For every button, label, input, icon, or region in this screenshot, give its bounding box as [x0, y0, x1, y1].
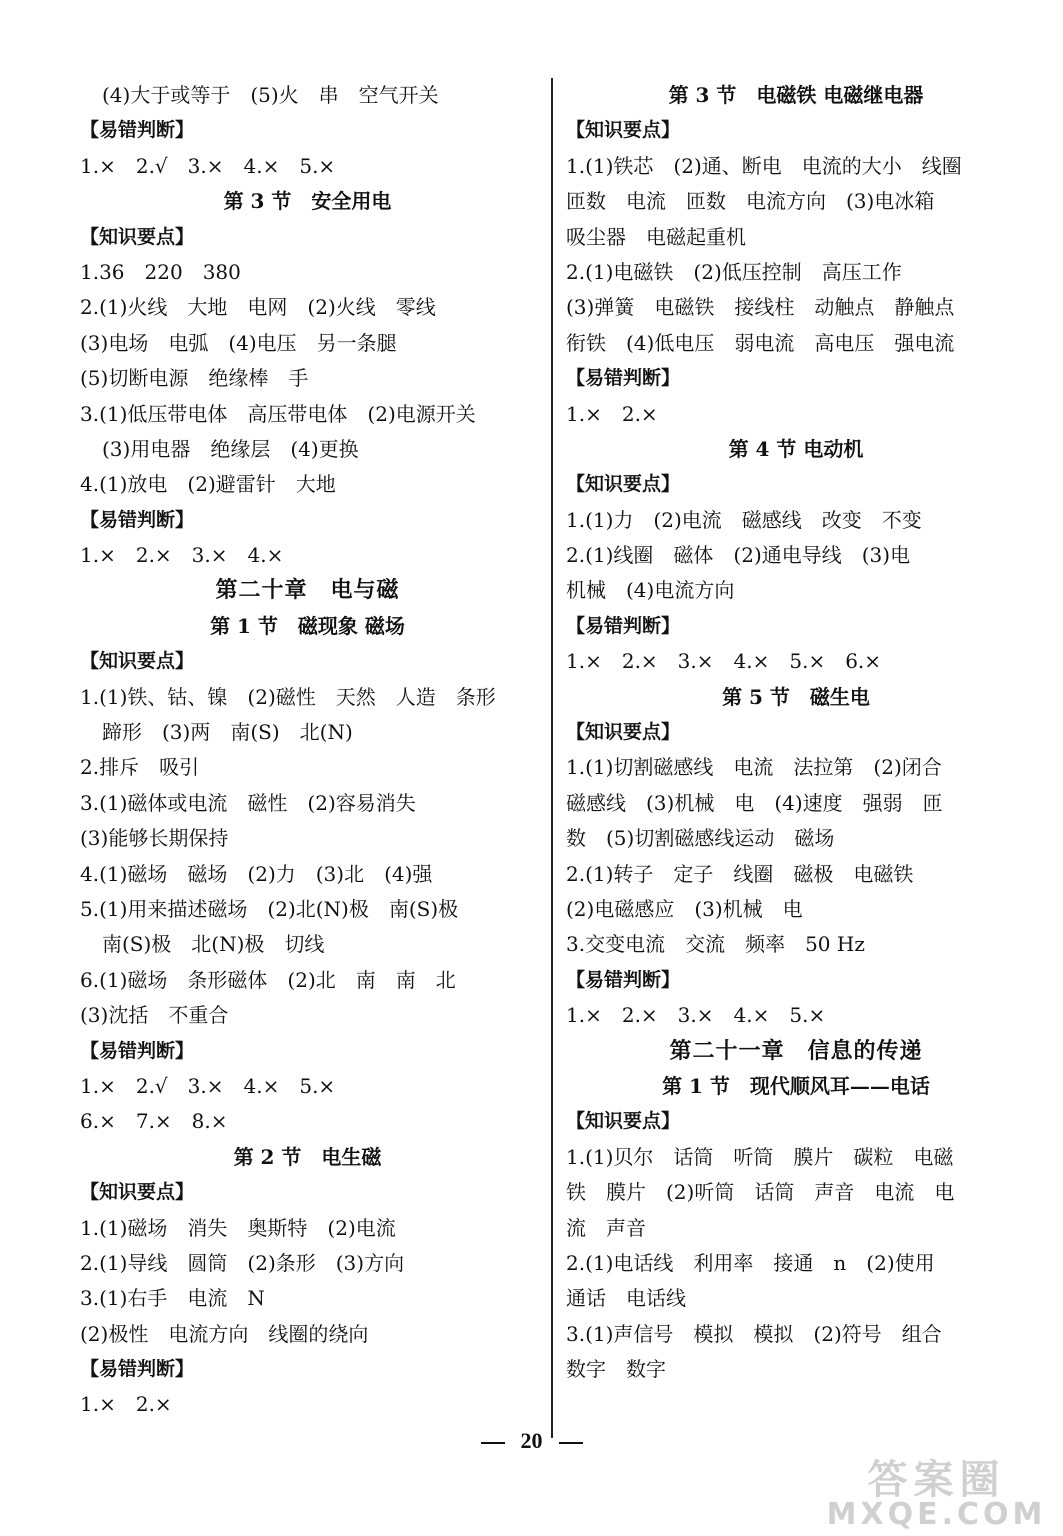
- answer-line: 1.(1)贝尔 话筒 听筒 膜片 碳粒 电磁: [566, 1144, 954, 1169]
- answer-line: 1.36 220 380: [80, 259, 241, 284]
- section-label: 【易错判断】: [80, 508, 195, 531]
- answer-line: 6.× 7.× 8.×: [80, 1109, 228, 1134]
- section-label: 【知识要点】: [80, 225, 195, 248]
- watermark-title: 答案圈: [867, 1457, 1006, 1503]
- answer-line: 1.× 2.×: [80, 1392, 172, 1417]
- section-label: 【知识要点】: [566, 1110, 681, 1133]
- chapter-heading: 第二十章 电与磁: [215, 577, 400, 604]
- chapter-heading: 第二十一章 信息的传递: [669, 1037, 923, 1064]
- section-label: 【知识要点】: [566, 473, 681, 496]
- answer-line: 1.× 2.√ 3.× 4.× 5.×: [80, 1073, 336, 1098]
- answer-line: 2.(1)火线 大地 电网 (2)火线 零线: [80, 295, 436, 320]
- section-heading: 第 1 节 现代顺风耳——电话: [662, 1073, 930, 1098]
- answer-line: 3.(1)声信号 模拟 模拟 (2)符号 组合: [566, 1321, 942, 1346]
- answer-line: 2.(1)电话线 利用率 接通 n (2)使用: [566, 1250, 935, 1275]
- page-number-dash-right: [559, 1442, 583, 1444]
- answer-line: (5)切断电源 绝缘棒 手: [80, 366, 309, 391]
- section-heading: 第 2 节 电生磁: [233, 1144, 382, 1169]
- section-heading: 第 5 节 磁生电: [722, 684, 870, 709]
- answer-line: 5.(1)用来描述磁场 (2)北(N)极 南(S)极: [80, 896, 459, 921]
- section-heading: 第 3 节 电磁铁 电磁继电器: [668, 83, 924, 107]
- answer-line: 铁 膜片 (2)听筒 话筒 声音 电流 电: [566, 1180, 955, 1205]
- answer-line: 4.(1)磁场 磁场 (2)力 (3)北 (4)强: [80, 861, 433, 886]
- answer-line: 1.× 2.× 3.× 4.× 5.× 6.×: [566, 649, 882, 674]
- answer-line: 3.(1)低压带电体 高压带电体 (2)电源开关: [80, 401, 476, 426]
- answer-line: 数字 数字: [566, 1357, 666, 1382]
- answer-line: 匝数 电流 匝数 电流方向 (3)电冰箱: [566, 189, 935, 214]
- answer-line: 2.(1)电磁铁 (2)低压控制 高压工作: [566, 259, 902, 284]
- answer-line: 3.(1)磁体或电流 磁性 (2)容易消失: [80, 790, 416, 815]
- answer-line: 4.(1)放电 (2)避雷针 大地: [80, 472, 336, 497]
- answer-line: (3)能够长期保持: [80, 826, 229, 851]
- section-label: 【易错判断】: [80, 1358, 195, 1381]
- answer-line: (3)用电器 绝缘层 (4)更换: [102, 436, 359, 461]
- answer-line: 衔铁 (4)低电压 弱电流 高电压 强电流: [566, 330, 955, 355]
- column-divider: [551, 78, 553, 1438]
- page-number: [0, 1428, 1063, 1454]
- left-column: [80, 78, 535, 1423]
- section-label: 【知识要点】: [80, 650, 195, 673]
- answer-line: 流 声音: [566, 1215, 646, 1240]
- section-label: 【知识要点】: [566, 119, 681, 142]
- answer-line: 1.(1)铁芯 (2)通、断电 电流的大小 线圈: [566, 153, 962, 178]
- answer-line: 通话 电话线: [566, 1286, 686, 1311]
- answer-line: (3)弹簧 电磁铁 接线柱 动触点 静触点: [566, 295, 955, 320]
- answer-line: 6.(1)磁场 条形磁体 (2)北 南 南 北: [80, 967, 456, 992]
- answer-line: 机械 (4)电流方向: [566, 578, 735, 603]
- section-label: 【易错判断】: [80, 119, 195, 142]
- answer-line: 数 (5)切割磁感线运动 磁场: [566, 826, 835, 851]
- answer-line: 1.(1)磁场 消失 奥斯特 (2)电流: [80, 1215, 396, 1240]
- answer-line: 2.(1)导线 圆筒 (2)条形 (3)方向: [80, 1250, 405, 1275]
- answer-line: (3)电场 电弧 (4)电压 另一条腿: [80, 330, 397, 355]
- answer-line: 1.× 2.√ 3.× 4.× 5.×: [80, 153, 336, 178]
- answer-line: (2)电磁感应 (3)机械 电: [566, 896, 803, 921]
- answer-line: 1.× 2.× 3.× 4.× 5.×: [566, 1003, 826, 1028]
- answer-line: 2.排斥 吸引: [80, 755, 200, 780]
- answer-line: 磁感线 (3)机械 电 (4)速度 强弱 匝: [566, 790, 943, 815]
- watermark-url: MXQE.COM: [826, 1497, 1047, 1532]
- answer-line: 吸尘器 电磁起重机: [566, 224, 746, 249]
- section-label: 【易错判断】: [80, 1039, 195, 1062]
- answer-line: 2.(1)转子 定子 线圈 磁极 电磁铁: [566, 861, 914, 886]
- answer-line: 蹄形 (3)两 南(S) 北(N): [102, 720, 353, 745]
- answer-line: (3)沈括 不重合: [80, 1003, 229, 1028]
- section-heading: 第 1 节 磁现象 磁场: [210, 613, 405, 638]
- section-label: 【易错判断】: [566, 614, 681, 637]
- answer-line: 1.(1)力 (2)电流 磁感线 改变 不变: [566, 507, 922, 532]
- answer-line: 南(S)极 北(N)极 切线: [102, 932, 325, 957]
- right-column: [566, 78, 1026, 1387]
- answer-line: 2.(1)线圈 磁体 (2)通电导线 (3)电: [566, 543, 911, 568]
- answer-line: (4)大于或等于 (5)火 串 空气开关: [102, 83, 439, 107]
- answer-line: 3.(1)右手 电流 N: [80, 1286, 265, 1311]
- section-label: 【易错判断】: [566, 367, 681, 390]
- page-number-text: 20: [520, 1428, 543, 1453]
- section-label: 【知识要点】: [566, 721, 681, 744]
- answer-line: 1.(1)铁、钴、镍 (2)磁性 天然 人造 条形: [80, 684, 496, 709]
- answer-line: 1.× 2.× 3.× 4.×: [80, 543, 284, 568]
- watermark-logo: [824, 1457, 1049, 1532]
- section-label: 【易错判断】: [566, 968, 681, 991]
- section-label: 【知识要点】: [80, 1181, 195, 1204]
- answer-line: (2)极性 电流方向 线圈的绕向: [80, 1321, 369, 1346]
- answer-line: 1.(1)切割磁感线 电流 法拉第 (2)闭合: [566, 755, 942, 780]
- page-number-dash-left: [481, 1442, 505, 1444]
- section-heading: 第 3 节 安全用电: [223, 189, 392, 214]
- section-heading: 第 4 节 电动机: [728, 436, 864, 461]
- answer-line: 3.交变电流 交流 频率 50 Hz: [566, 932, 865, 957]
- answer-line: 1.× 2.×: [566, 401, 658, 426]
